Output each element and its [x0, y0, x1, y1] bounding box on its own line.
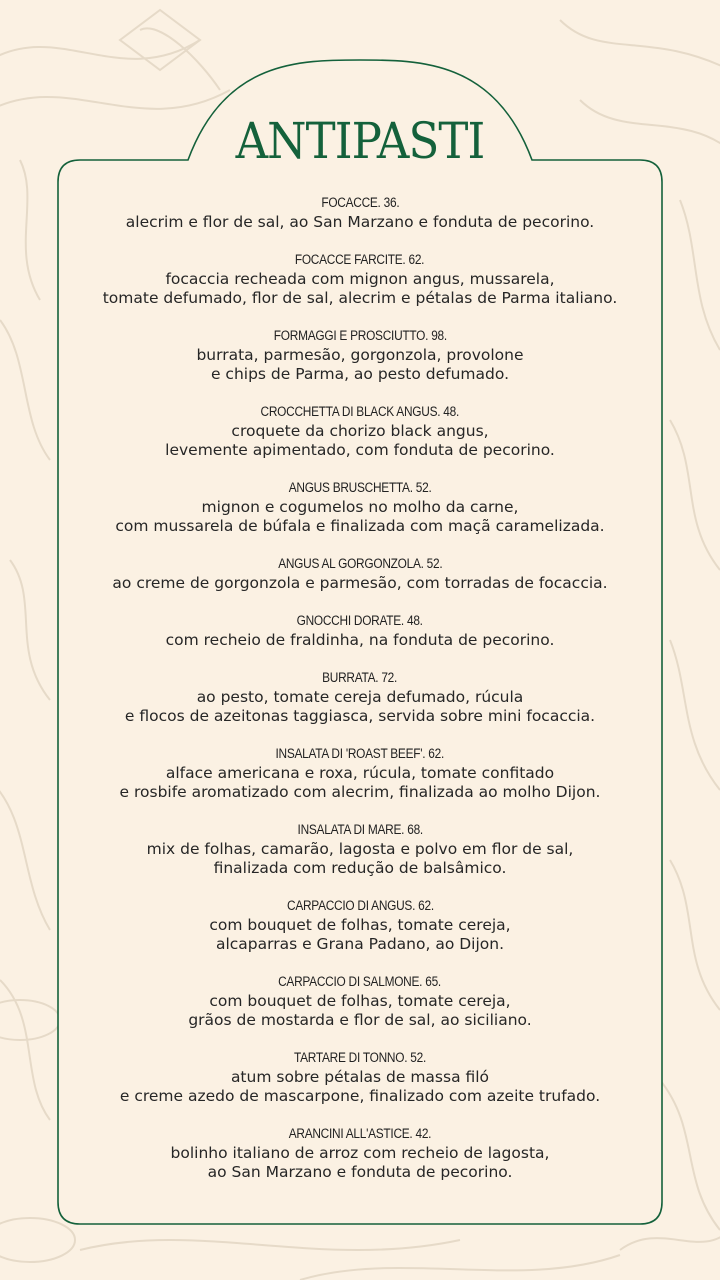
menu-item-description: croquete da chorizo black angus, levemente apimentado, com fonduta de pecorino.	[165, 422, 555, 459]
menu-item-description: com bouquet de folhas, tomate cereja, alcaparras e Grana Padano, ao Dijon.	[209, 916, 511, 953]
menu-item-name: CARPACCIO DI ANGUS. 62.	[286, 898, 434, 913]
menu-item-name: CARPACCIO DI SALMONE. 65.	[278, 974, 442, 989]
menu-item	[60, 1047, 660, 1123]
menu-item-name: CROCCHETTA DI BLACK ANGUS. 48.	[260, 404, 460, 419]
menu-item	[60, 610, 660, 667]
menu-item-name: ARANCINI ALL'ASTICE. 42.	[288, 1126, 432, 1141]
menu-item-description: ao pesto, tomate cereja defumado, rúcula e flocos de azeitonas taggiasca, servida sobre mini focaccia.	[124, 688, 596, 725]
menu-item-description: focaccia recheada com mignon angus, mussarela, tomate defumado, flor de sal, alecrim e pétalas de Parma italiano.	[102, 270, 618, 307]
menu-item-description: mix de folhas, camarão, lagosta e polvo em flor de sal, finalizada com redução de balsâmico.	[146, 840, 574, 877]
menu-item-description: com recheio de fraldinha, na fonduta de pecorino.	[165, 631, 555, 649]
menu-item-name: FOCACCE. 36.	[320, 195, 400, 210]
menu-item-description: alface americana e roxa, rúcula, tomate confitado e rosbife aromatizado com alecrim, finalizada ao molho Dijon.	[119, 764, 601, 801]
menu-item-name: BURRATA. 72.	[322, 670, 398, 685]
menu-item-description: com bouquet de folhas, tomate cereja, grãos de mostarda e flor de sal, ao siciliano.	[188, 992, 532, 1029]
menu-item-name: INSALATA DI MARE. 68.	[297, 822, 423, 837]
menu-item	[60, 743, 660, 819]
menu-item-name: FORMAGGI E PROSCIUTTO. 98.	[273, 328, 447, 343]
menu-item	[60, 553, 660, 610]
menu-item-name: GNOCCHI DORATE. 48.	[296, 613, 424, 628]
menu-item	[60, 971, 660, 1047]
menu-item-description: bolinho italiano de arroz com recheio de lagosta, ao San Marzano e fonduta de pecorino.	[170, 1144, 550, 1181]
menu-item-list	[60, 192, 660, 1183]
menu-item	[60, 667, 660, 743]
menu-item	[60, 401, 660, 477]
menu-item	[60, 819, 660, 895]
menu-item	[60, 249, 660, 325]
menu-item-name: TARTARE DI TONNO. 52.	[294, 1050, 426, 1065]
menu-item	[60, 325, 660, 401]
menu-item-description: burrata, parmesão, gorgonzola, provolone e chips de Parma, ao pesto defumado.	[196, 346, 524, 383]
menu-item	[60, 895, 660, 971]
menu-item	[60, 1123, 660, 1183]
section-title: ANTIPASTI	[235, 112, 485, 170]
menu-item-name: ANGUS BRUSCHETTA. 52.	[288, 480, 432, 495]
menu-item-name: ANGUS AL GORGONZOLA. 52.	[277, 556, 443, 571]
menu-item-description: alecrim e flor de sal, ao San Marzano e fonduta de pecorino.	[125, 213, 595, 231]
menu-item-description: ao creme de gorgonzola e parmesão, com torradas de focaccia.	[112, 574, 608, 592]
menu-item-description: atum sobre pétalas de massa filó e creme azedo de mascarpone, finalizado com azeite trufado.	[119, 1068, 601, 1105]
menu-item	[60, 192, 660, 249]
menu-item-name: FOCACCE FARCITE. 62.	[295, 252, 425, 267]
menu-item-description: mignon e cogumelos no molho da carne, com mussarela de búfala e finalizada com maçã caramelizada.	[115, 498, 605, 535]
menu-item	[60, 477, 660, 553]
menu-item-name: INSALATA DI 'ROAST BEEF'. 62.	[275, 746, 445, 761]
